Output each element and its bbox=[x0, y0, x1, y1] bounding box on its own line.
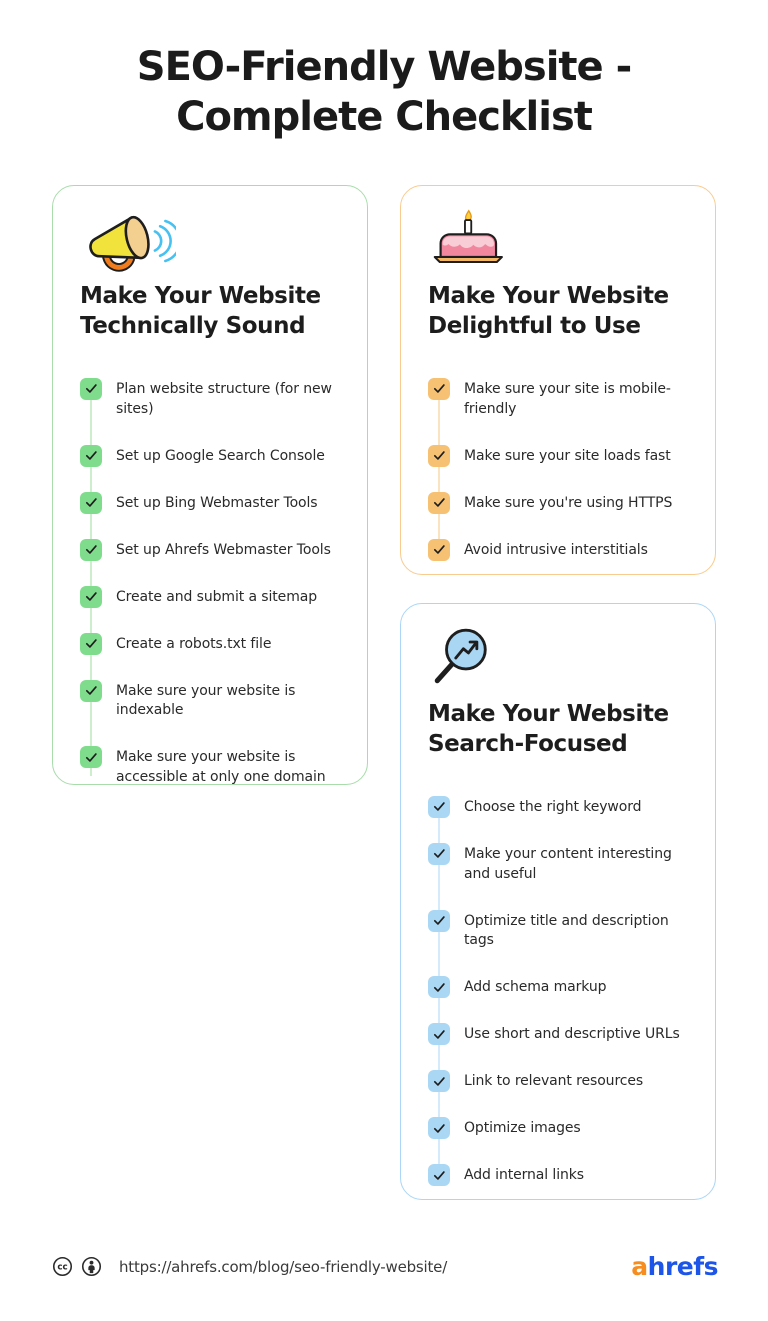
check-icon bbox=[432, 448, 447, 463]
column-right bbox=[400, 185, 716, 1200]
checkbox-checked[interactable] bbox=[428, 1023, 450, 1045]
card-search-focused bbox=[400, 603, 716, 1200]
attribution-icon bbox=[81, 1256, 102, 1277]
card-delightful-to-use bbox=[400, 185, 716, 575]
checklist-item bbox=[428, 539, 688, 561]
magnifier-icon bbox=[428, 626, 688, 692]
checkbox-checked[interactable] bbox=[80, 539, 102, 561]
check-icon bbox=[84, 381, 99, 396]
checklist-item-label: Optimize images bbox=[464, 1120, 581, 1137]
check-icon bbox=[432, 1027, 447, 1042]
checklist-item-label: Choose the right keyword bbox=[464, 798, 642, 815]
checkbox-checked[interactable] bbox=[428, 796, 450, 818]
footer bbox=[52, 1254, 718, 1279]
check-icon bbox=[432, 495, 447, 510]
checkbox-checked[interactable] bbox=[428, 445, 450, 467]
license-and-source bbox=[52, 1256, 447, 1277]
checkbox-checked[interactable] bbox=[428, 910, 450, 932]
checklist-item bbox=[80, 680, 340, 722]
check-icon bbox=[84, 495, 99, 510]
checkbox-checked[interactable] bbox=[428, 843, 450, 865]
checkbox-checked[interactable] bbox=[80, 633, 102, 655]
checklist-item bbox=[428, 1023, 688, 1045]
checkbox-checked[interactable] bbox=[428, 539, 450, 561]
checklist-item bbox=[428, 1117, 688, 1139]
check-icon bbox=[84, 750, 99, 765]
check-icon bbox=[432, 381, 447, 396]
checklist-item-label: Avoid intrusive interstitials bbox=[464, 541, 648, 558]
checklist-item bbox=[428, 796, 688, 818]
checklist-item bbox=[80, 378, 340, 420]
checklist-item-label: Make sure your site loads fast bbox=[464, 447, 671, 464]
card-title-delightful-to-use: Make Your Website Delightful to Use bbox=[428, 283, 669, 339]
checklist-item-label: Link to relevant resources bbox=[464, 1073, 644, 1090]
checklist-item bbox=[428, 445, 688, 467]
checkbox-checked[interactable] bbox=[428, 976, 450, 998]
checklist-item bbox=[80, 492, 340, 514]
checklist-item-label: Make your content interesting and useful bbox=[464, 845, 672, 882]
check-icon bbox=[84, 636, 99, 651]
checkbox-checked[interactable] bbox=[428, 378, 450, 400]
checklist-item bbox=[80, 445, 340, 467]
checklist-item bbox=[428, 492, 688, 514]
check-icon bbox=[432, 1168, 447, 1183]
checklist-item bbox=[428, 910, 688, 952]
card-title-search-focused: Make Your Website Search-Focused bbox=[428, 701, 669, 757]
checklist-item-label: Set up Ahrefs Webmaster Tools bbox=[116, 541, 331, 558]
check-icon bbox=[84, 542, 99, 557]
cake-icon bbox=[428, 208, 688, 274]
checkbox-checked[interactable] bbox=[80, 492, 102, 514]
checklist-item bbox=[80, 586, 340, 608]
checklist-item-label: Make sure your website is accessible at only one domain bbox=[116, 749, 326, 786]
checklist-item bbox=[428, 1164, 688, 1186]
checklist-item bbox=[80, 539, 340, 561]
card-title-technically-sound: Make Your Website Technically Sound bbox=[80, 283, 321, 339]
check-icon bbox=[84, 683, 99, 698]
checkbox-checked[interactable] bbox=[80, 445, 102, 467]
ahrefs-logo[interactable] bbox=[631, 1254, 718, 1279]
page-title bbox=[0, 42, 768, 143]
source-url[interactable]: https://ahrefs.com/blog/seo-friendly-website/ bbox=[119, 1257, 448, 1276]
checklist-item-label: Make sure your website is indexable bbox=[116, 682, 296, 719]
svg-text:cc: cc bbox=[57, 1262, 68, 1273]
checklist bbox=[80, 378, 340, 788]
checklist-item bbox=[428, 976, 688, 998]
checklist-item-label: Create and submit a sitemap bbox=[116, 588, 317, 605]
checkbox-checked[interactable] bbox=[80, 680, 102, 702]
checklist-item bbox=[428, 378, 688, 420]
checklist-item-label: Add internal links bbox=[464, 1167, 584, 1184]
checklist-item-label: Plan website structure (for new sites) bbox=[116, 380, 332, 417]
checkbox-checked[interactable] bbox=[428, 1117, 450, 1139]
checkbox-checked[interactable] bbox=[428, 1164, 450, 1186]
checklist bbox=[428, 796, 688, 1187]
checklist-item-label: Create a robots.txt file bbox=[116, 635, 272, 652]
checkbox-checked[interactable] bbox=[80, 746, 102, 768]
checklist-item bbox=[428, 1070, 688, 1092]
check-icon bbox=[432, 1121, 447, 1136]
check-icon bbox=[84, 589, 99, 604]
checkbox-checked[interactable] bbox=[80, 378, 102, 400]
checklist-item bbox=[80, 633, 340, 655]
checklist-item-label: Make sure you're using HTTPS bbox=[464, 494, 673, 511]
checklist-item bbox=[428, 843, 688, 885]
check-icon bbox=[432, 846, 447, 861]
check-icon bbox=[432, 542, 447, 557]
checkbox-checked[interactable] bbox=[428, 1070, 450, 1092]
checklist-item-label: Set up Bing Webmaster Tools bbox=[116, 494, 318, 511]
checklist bbox=[428, 378, 688, 561]
ahrefs-logo-a: a bbox=[631, 1252, 648, 1281]
checklist-item-label: Set up Google Search Console bbox=[116, 447, 325, 464]
check-icon bbox=[432, 1074, 447, 1089]
checklist-item-label: Optimize title and description tags bbox=[464, 912, 669, 949]
page-title-line-2: Complete Checklist bbox=[176, 94, 592, 141]
checkbox-checked[interactable] bbox=[428, 492, 450, 514]
checklist-item-label: Add schema markup bbox=[464, 979, 607, 996]
checklist-item bbox=[80, 746, 340, 788]
column-left bbox=[52, 185, 368, 785]
megaphone-icon bbox=[80, 208, 340, 274]
checkbox-checked[interactable] bbox=[80, 586, 102, 608]
checklist-item-label: Use short and descriptive URLs bbox=[464, 1026, 680, 1043]
check-icon bbox=[432, 980, 447, 995]
ahrefs-logo-hrefs: hrefs bbox=[647, 1252, 718, 1281]
page-title-line-1: SEO-Friendly Website - bbox=[136, 44, 632, 90]
checklist-item-label: Make sure your site is mobile-friendly bbox=[464, 380, 671, 417]
check-icon bbox=[432, 913, 447, 928]
creative-commons-icon bbox=[52, 1256, 73, 1277]
card-technically-sound bbox=[52, 185, 368, 785]
check-icon bbox=[432, 799, 447, 814]
check-icon bbox=[84, 448, 99, 463]
